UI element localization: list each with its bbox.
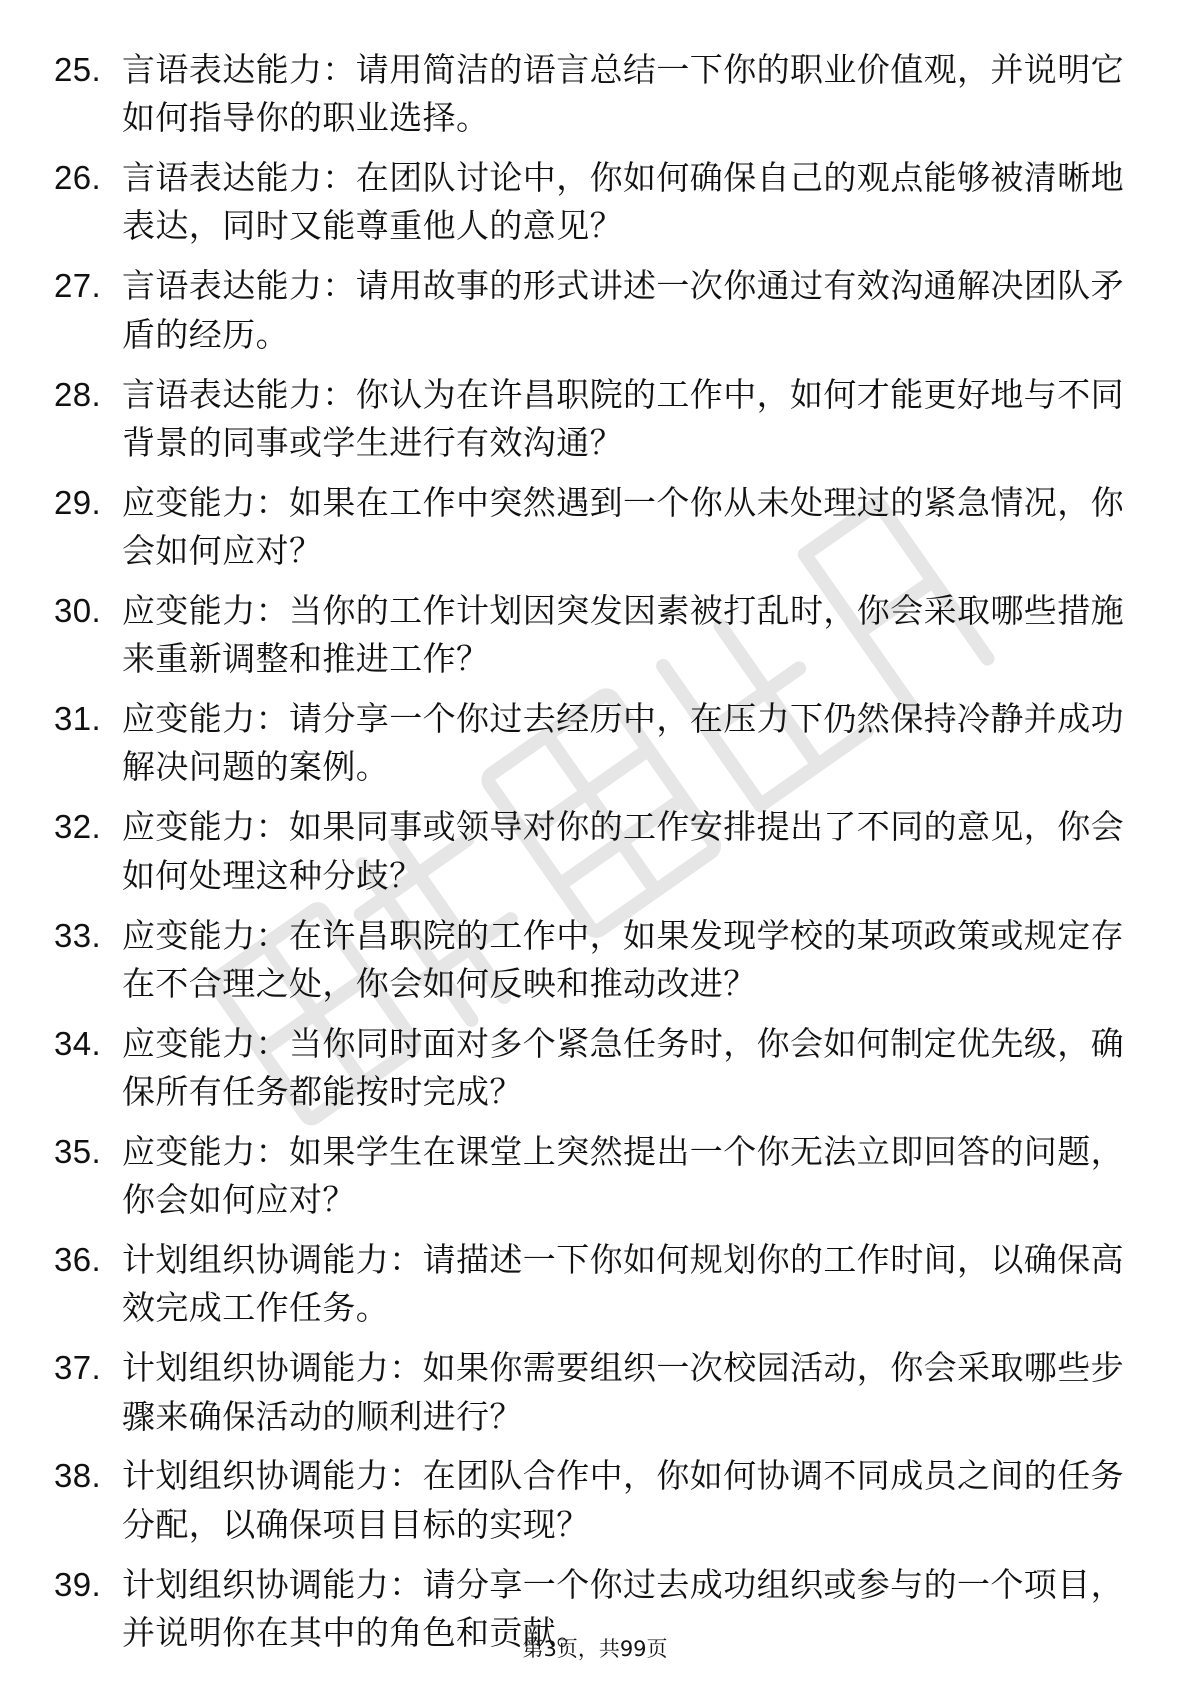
question-text: 计划组织协调能力：请描述一下你如何规划你的工作时间，以确保高效完成工作任务。 — [122, 1240, 1124, 1328]
question-item — [54, 1452, 1144, 1549]
question-text: 应变能力：在许昌职院的工作中，如果发现学校的某项政策或规定存在不合理之处，你会如何反映和推动改进？ — [122, 915, 1124, 1003]
question-item — [54, 803, 1144, 900]
question-item — [54, 154, 1144, 251]
page-footer: 第3页，共99页 — [522, 1637, 668, 1661]
question-item — [54, 371, 1144, 468]
question-number: 36. — [54, 1241, 102, 1279]
question-number: 32. — [54, 808, 102, 846]
question-text: 言语表达能力：请用故事的形式讲述一次你通过有效沟通解决团队矛盾的经历。 — [122, 266, 1124, 354]
question-list — [54, 46, 1144, 1669]
question-item — [54, 262, 1144, 359]
question-text: 应变能力：当你的工作计划因突发因素被打乱时，你会采取哪些措施来重新调整和推进工作？ — [122, 590, 1124, 679]
question-number: 25. — [54, 51, 102, 88]
question-number: 27. — [54, 267, 102, 305]
question-number: 34. — [54, 1024, 102, 1062]
question-text: 应变能力：如果在工作中突然遇到一个你从未处理过的紧急情况，你会如何应对？ — [122, 482, 1124, 571]
question-number: 37. — [54, 1349, 102, 1387]
question-item — [54, 912, 1144, 1009]
question-number: 29. — [54, 483, 102, 521]
question-text: 言语表达能力：你认为在许昌职院的工作中，如何才能更好地与不同背景的同事或学生进行有效沟通？ — [122, 374, 1124, 462]
question-text: 应变能力：如果学生在课堂上突然提出一个你无法立即回答的问题，你会如何应对？ — [122, 1131, 1124, 1220]
question-text: 计划组织协调能力：如果你需要组织一次校园活动，你会采取哪些步骤来确保活动的顺利进行？ — [122, 1348, 1124, 1436]
question-number: 35. — [54, 1132, 102, 1170]
question-number: 33. — [54, 916, 102, 954]
question-item — [54, 1128, 1144, 1225]
question-text: 计划组织协调能力：请分享一个你过去成功组织或参与的一个项目，并说明你在其中的角色和贡献。 — [122, 1564, 1124, 1652]
question-item — [54, 1236, 1144, 1333]
question-number: 38. — [54, 1457, 102, 1495]
question-item — [54, 46, 1144, 143]
question-text: 应变能力：如果同事或领导对你的工作安排提出了不同的意见，你会如何处理这种分歧？ — [122, 807, 1124, 895]
question-text: 计划组织协调能力：在团队合作中，你如何协调不同成员之间的任务分配，以确保项目目标的实现？ — [122, 1456, 1124, 1544]
question-number: 30. — [54, 591, 102, 629]
question-item — [54, 1344, 1144, 1441]
question-item — [54, 587, 1144, 684]
question-text: 言语表达能力：请用简洁的语言总结一下你的职业价值观，并说明它如何指导你的职业选择。 — [122, 50, 1124, 138]
question-text: 言语表达能力：在团队讨论中，你如何确保自己的观点能够被清晰地表达，同时又能尊重他人的意见？ — [122, 158, 1124, 246]
question-item — [54, 1020, 1144, 1117]
question-number: 31. — [54, 700, 102, 738]
question-number: 39. — [54, 1565, 102, 1603]
question-item — [54, 479, 1144, 576]
question-text: 应变能力：请分享一个你过去经历中，在压力下仍然保持冷静并成功解决问题的案例。 — [122, 699, 1124, 787]
question-number: 28. — [54, 375, 102, 413]
question-item — [54, 695, 1144, 792]
question-text: 应变能力：当你同时面对多个紧急任务时，你会如何制定优先级，确保所有任务都能按时完成？ — [122, 1023, 1124, 1111]
question-number: 26. — [54, 159, 102, 197]
